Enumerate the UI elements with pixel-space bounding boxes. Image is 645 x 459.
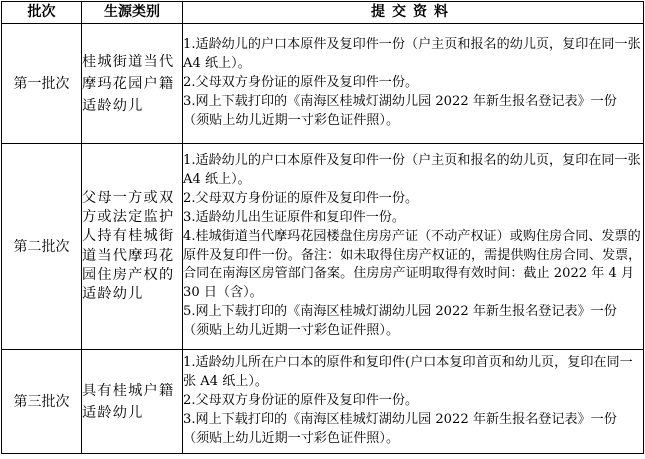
- source-cell: 具有桂城户籍适龄幼儿: [82, 350, 183, 454]
- registration-requirements-table: [1, 1, 644, 454]
- materials-cell: [183, 144, 644, 350]
- materials-cell: [183, 350, 644, 454]
- table-row: [2, 144, 644, 350]
- header-source: 生源类别: [82, 2, 183, 24]
- material-item: 3.适龄幼儿出生证原件和复印件一份。: [183, 209, 405, 225]
- header-materials: 提交资料: [183, 2, 644, 24]
- table-row: [2, 24, 644, 144]
- header-batch: 批次: [2, 2, 82, 24]
- material-item: 2.父母双方身份证的原件及复印件一份。: [183, 190, 419, 206]
- materials-cell: [183, 24, 644, 144]
- material-item: 3.网上下载打印的《南海区桂城灯湖幼儿园 2022 年新生报名登记表》一份（须贴上幼儿近期一寸彩色证件照）。: [183, 411, 617, 446]
- source-cell: 父母一方或双方或法定监护人持有桂城街道当代摩玛花园住房产权的适龄幼儿: [82, 144, 183, 350]
- material-item: 4.桂城街道当代摩玛花园楼盘住房房产证（不动产权证）或购住房合同、发票的原件及复印件一份。备注：如未取得住房产权证的，需提供购住房合同、发票，合同在南海区房管部门备案。住房房产证明取得有效时间：截止 2022 年 4 月 30 日（含）。: [183, 228, 642, 301]
- table-header-row: [2, 2, 644, 24]
- source-cell: 桂城街道当代摩玛花园户籍适龄幼儿: [82, 24, 183, 144]
- material-item: 2.父母双方身份证的原件及复印件一份。: [183, 75, 419, 91]
- batch-cell: 第三批次: [2, 350, 82, 454]
- material-item: 1.适龄幼儿所在户口本的原件和复印件(户口本复印首页和幼儿页，复印在同一张 A4 纸上）。: [183, 355, 633, 390]
- material-item: 5.网上下载打印的《南海区桂城灯湖幼儿园 2022 年新生报名登记表》一份（须贴上幼儿近期一寸彩色证件照）。: [183, 304, 617, 339]
- material-item: 1.适龄幼儿的户口本原件及复印件一份（户主页和报名的幼儿页，复印在同一张 A4 纸上）。: [183, 152, 641, 187]
- batch-cell: 第二批次: [2, 144, 82, 350]
- batch-cell: 第一批次: [2, 24, 82, 144]
- material-item: 2.父母双方身份证的原件及复印件一份。: [183, 393, 419, 409]
- material-item: 3.网上下载打印的《南海区桂城灯湖幼儿园 2022 年新生报名登记表》一份（须贴上幼儿近期一寸彩色证件照）。: [183, 93, 617, 128]
- material-item: 1.适龄幼儿的户口本原件及复印件一份（户主页和报名的幼儿页，复印在同一张 A4 纸上）。: [183, 37, 641, 72]
- table-row: [2, 350, 644, 454]
